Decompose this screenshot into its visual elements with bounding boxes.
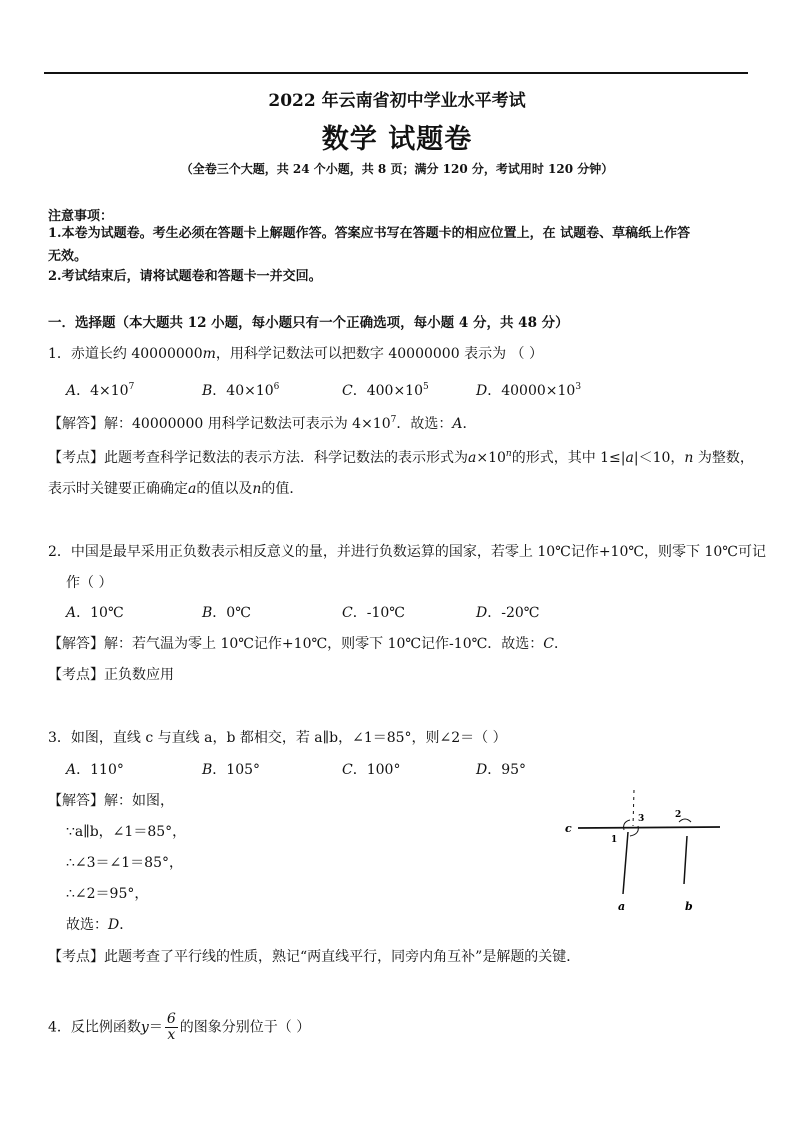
q3-option-d: D．95° [476, 762, 527, 778]
top-rule [44, 72, 748, 74]
q2-option-d: D．-20℃ [476, 605, 540, 621]
label-3: 3 [638, 814, 645, 824]
exam-title: 2022 年云南省初中学业水平考试 [268, 91, 526, 111]
line-a-extension [633, 790, 634, 826]
question-3-stem: 3．如图，直线 c 与直线 a，b 都相交，若 a∥b，∠1＝85°，则∠2＝（ ） [48, 730, 507, 746]
q2-knowledge-point: 【考点】正负数应用 [48, 667, 174, 683]
q2-option-a: A．10℃ [66, 605, 124, 621]
q3-answer-head: 【解答】解：如图， [48, 793, 174, 809]
label-1: 1 [611, 835, 618, 845]
q3-option-c: C．100° [342, 762, 401, 778]
line-c [578, 827, 720, 828]
notice-line1-cont: 无效。 [48, 249, 88, 264]
q1-knowledge-point-cont: 表示时关键要正确确定a的值以及n的值． [48, 481, 304, 497]
q1-knowledge-point: 【考点】此题考查科学记数法的表示方法．科学记数法的表示形式为$a\times 10^n$的形式，其中 1≤|a|＜10，n 为整数， [48, 449, 754, 466]
exam-meta: （全卷三个大题，共 24 个小题，共 8 页；满分 120 分，考试用时 120 分钟） [180, 162, 614, 176]
q1-option-b: B．$40\times 10^6$ [202, 382, 280, 399]
q3-step-3: ∴∠2＝95°， [66, 886, 149, 902]
q3-conclusion: 故选：D． [66, 917, 134, 933]
q3-step-2: ∴∠3＝∠1＝85°， [66, 855, 183, 871]
question-2-stem-cont: 作（ ） [66, 575, 113, 591]
section-heading: 一．选择题（本大题共 12 小题，每小题只有一个正确选项，每小题 4 分，共 48 分） [48, 315, 569, 331]
q2-option-c: C．-10℃ [342, 605, 405, 621]
paper-title: 数学 试题卷 [321, 124, 473, 155]
q2-answer: 【解答】解：若气温为零上 10℃记作+10℃，则零下 10℃记作-10℃．故选：C． [48, 636, 568, 652]
line-a [623, 832, 628, 894]
q3-option-b: B．105° [202, 762, 261, 778]
q2-option-b: B．0℃ [202, 605, 251, 621]
label-a: a [618, 900, 626, 913]
q1-answer: 【解答】解：40000000 用科学记数法可表示为 $4\times 10^7$．故选：A． [48, 415, 477, 432]
q1-option-c: C．$400\times 10^5$ [342, 382, 429, 399]
q1-option-a: A．$4\times 10^7$ [66, 382, 135, 399]
q3-option-a: A．110° [66, 762, 124, 778]
fraction-6-over-x: $\frac{6}{x}$ [166, 1011, 176, 1043]
q3-step-1: ∵a∥b，∠1＝85°， [66, 824, 187, 840]
q1-option-d: D．$40000\times 10^3$ [476, 382, 582, 399]
notice-line1: 1.本卷为试题卷。考生必须在答题卡上解题作答。答案应书写在答题卡的相应位置上，在 试题卷、草稿纸上作答 [48, 226, 691, 241]
parallel-lines-figure [560, 786, 730, 916]
notice-heading: 注意事项： [48, 209, 114, 224]
question-1-stem: 1．赤道长约 40000000m，用科学记数法可以把数字 40000000 表示为 （ ） [48, 346, 543, 362]
label-c: c [565, 822, 572, 835]
notice-line2: 2.考试结束后，请将试题卷和答题卡一并交回。 [48, 269, 322, 284]
question-2-stem: 2．中国是最早采用正负数表示相反意义的量，并进行负数运算的国家，若零上 10℃记作+10℃，则零下 10℃可记 [48, 544, 766, 560]
q3-knowledge-point: 【考点】此题考查了平行线的性质，熟记“两直线平行，同旁内角互补”是解题的关键． [48, 949, 581, 965]
label-2: 2 [675, 810, 682, 820]
label-b: b [685, 900, 693, 913]
question-4-stem: 4．反比例函数y＝ $\frac{6}{x}$ 的图象分别位于（ ） [48, 1011, 311, 1043]
line-b [684, 836, 687, 884]
